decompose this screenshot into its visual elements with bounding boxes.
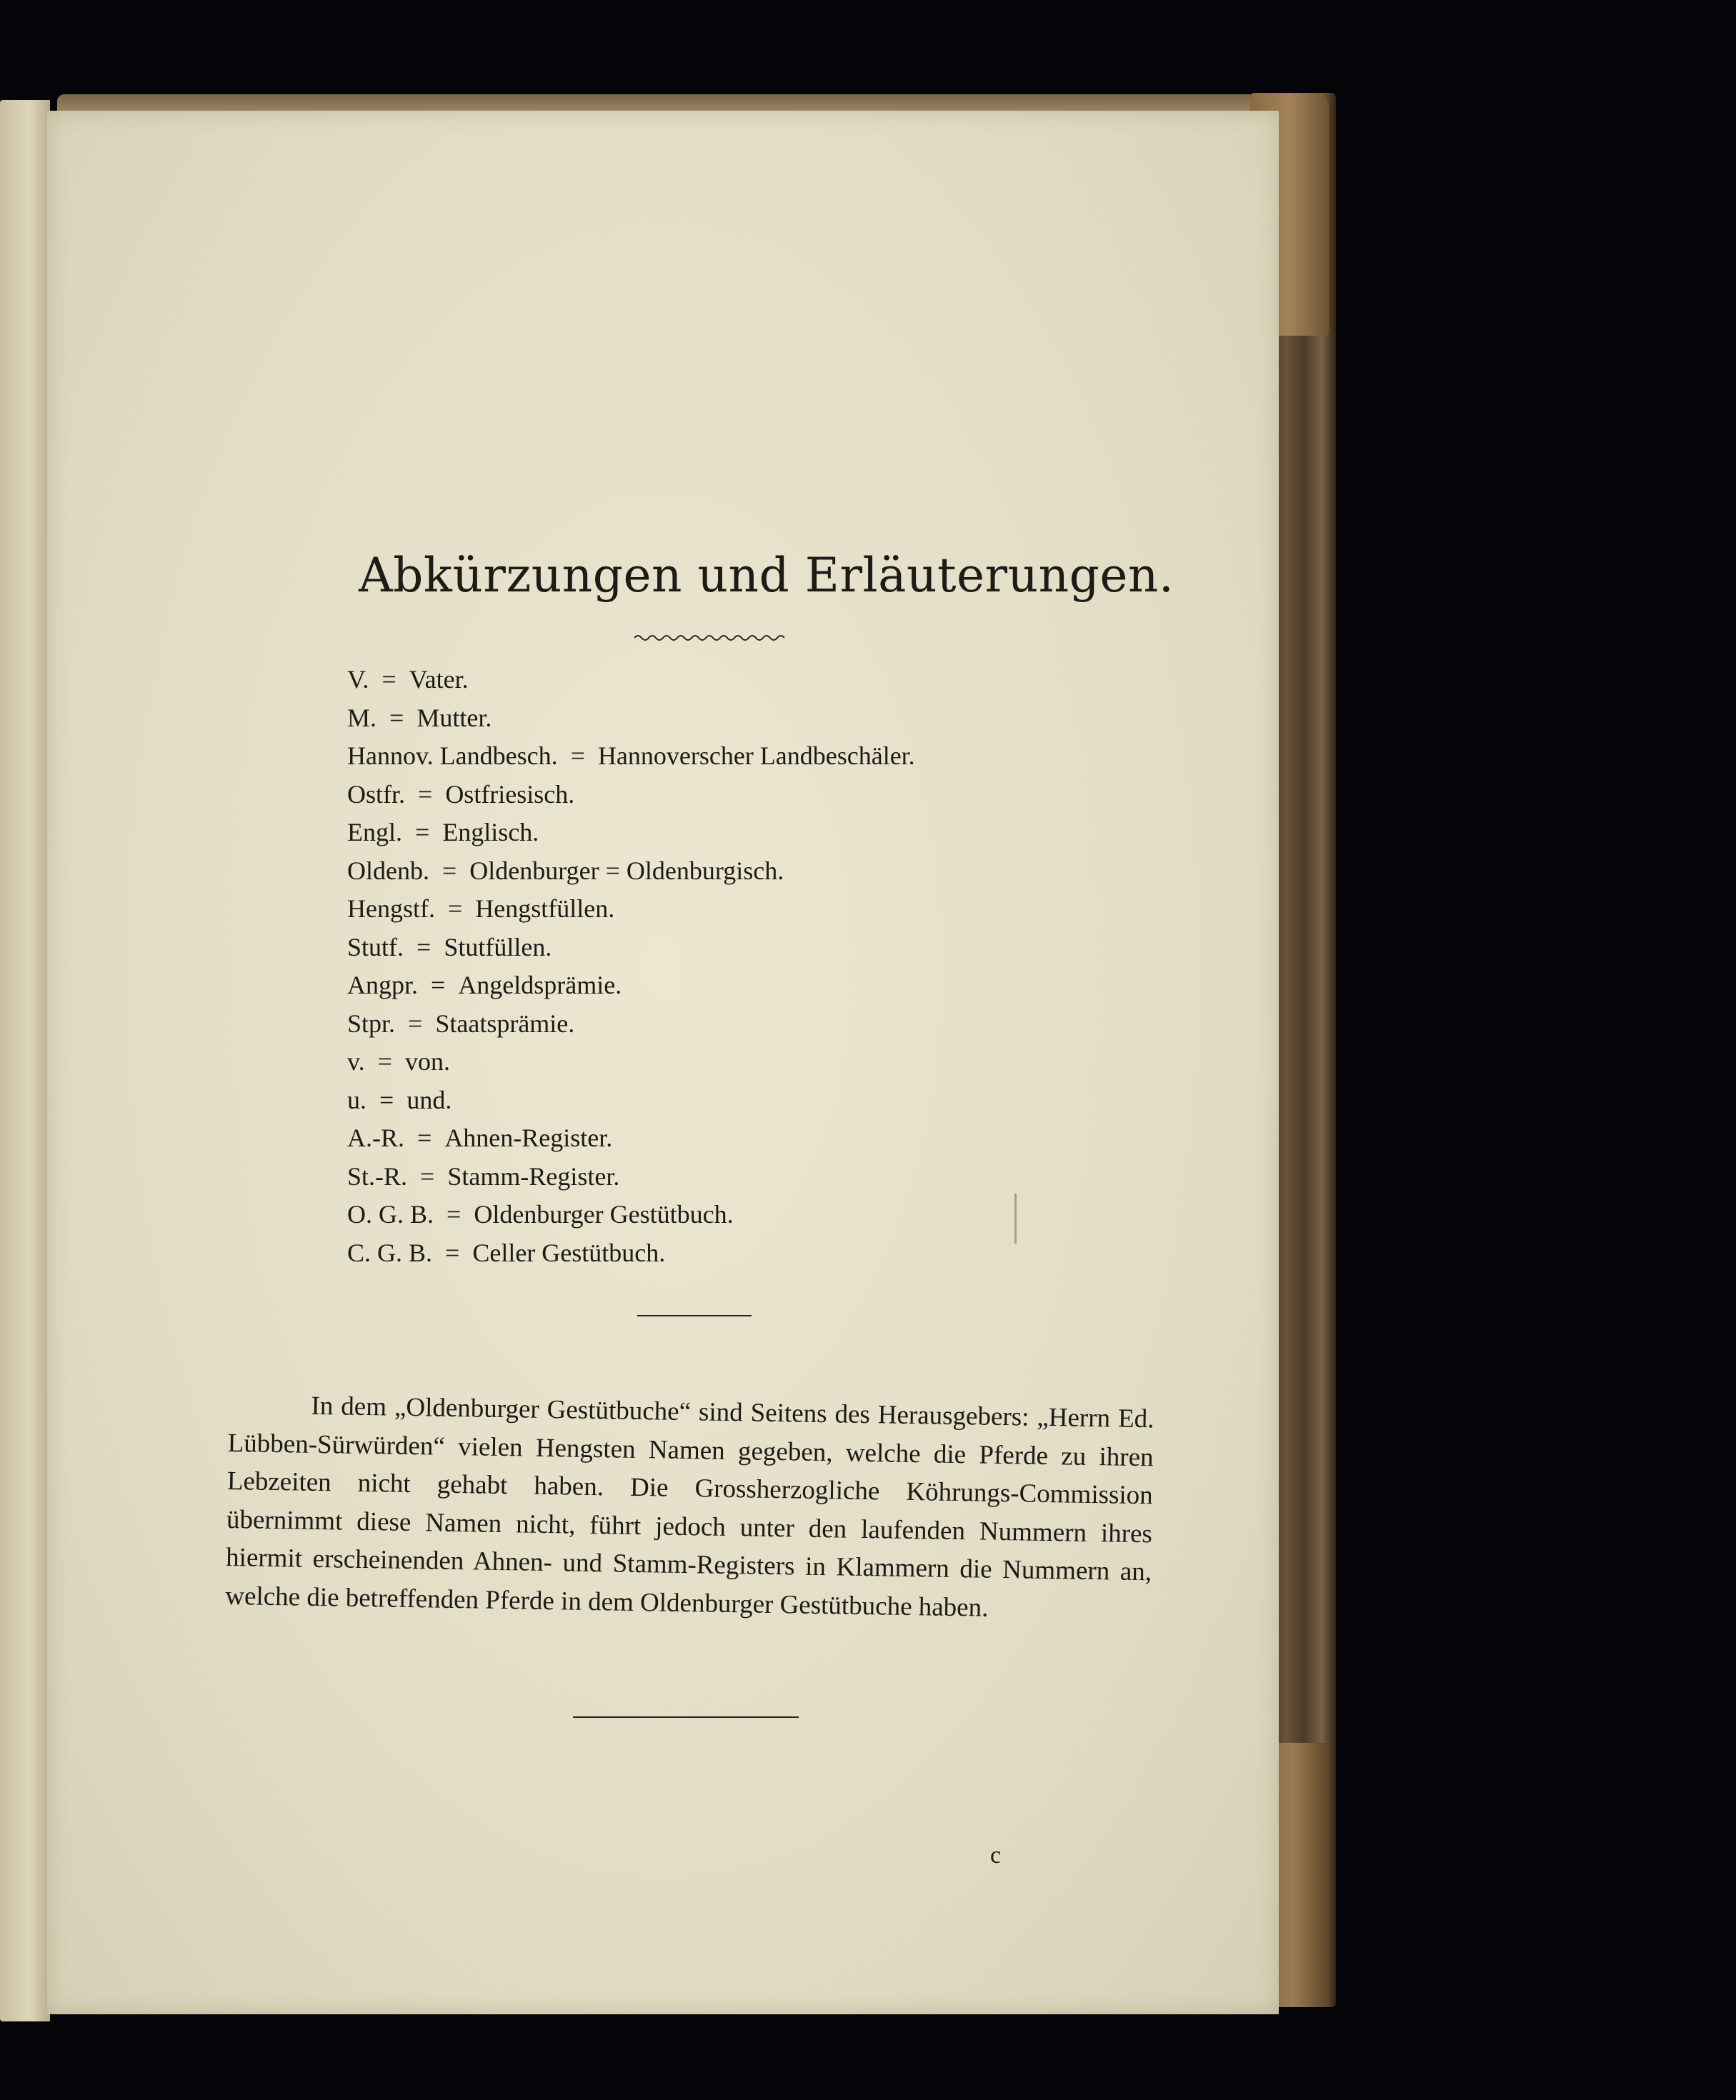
abbreviation: v. (347, 1047, 365, 1076)
abbreviation: Angpr. (347, 971, 418, 999)
meaning: Mutter. (416, 703, 492, 732)
wavy-divider (634, 631, 784, 645)
abbreviation: Oldenb. (347, 856, 429, 885)
meaning: Ostfriesisch. (445, 779, 575, 809)
equals-sign: = (416, 932, 431, 961)
abbreviation-entry (347, 661, 915, 699)
abbreviation: V. (347, 665, 369, 694)
meaning: Englisch. (442, 818, 539, 846)
meaning: von. (404, 1047, 450, 1076)
pencil-mark (1014, 1194, 1017, 1244)
abbreviation: St.-R. (347, 1161, 408, 1191)
abbreviation-entry (347, 776, 915, 814)
book-page (47, 111, 1279, 2014)
equals-sign: = (417, 1124, 432, 1152)
abbreviation: Stutf. (347, 932, 404, 961)
equals-sign: = (447, 1200, 462, 1229)
equals-sign: = (381, 665, 396, 694)
page-title: Abkürzungen und Erläuterungen. (359, 548, 1174, 603)
abbreviation-entry (347, 1234, 915, 1273)
abbreviation-entry (347, 966, 915, 1005)
abbreviation: Hannov. Landbesch. (347, 741, 558, 770)
abbreviation-entry (347, 699, 915, 738)
meaning: Staatsprämie. (435, 1009, 575, 1038)
abbreviation-entry (347, 852, 915, 891)
signature-mark: c (990, 1842, 1002, 1869)
abbreviation-entry (347, 1081, 915, 1120)
abbreviation: u. (347, 1085, 366, 1114)
abbreviation-entry (347, 814, 915, 852)
equals-sign: = (447, 894, 463, 923)
equals-sign: = (431, 971, 446, 999)
abbreviation-entry (347, 1196, 915, 1234)
abbreviation-entry (347, 737, 915, 776)
meaning: Stamm-Register. (447, 1161, 620, 1191)
left-page-edge (0, 100, 50, 2021)
abbreviation-entry (347, 890, 915, 929)
meaning: Celler Gestütbuch. (472, 1238, 666, 1267)
equals-sign: = (418, 779, 433, 809)
abbreviation: M. (347, 703, 377, 732)
abbreviation: Stpr. (347, 1009, 396, 1038)
equals-sign: = (415, 818, 430, 846)
meaning: und. (406, 1085, 452, 1114)
abbreviation-entry (347, 1005, 915, 1044)
equals-sign: = (408, 1009, 423, 1038)
meaning: Hannoverscher Landbeschäler. (597, 741, 915, 770)
equals-sign: = (389, 703, 404, 732)
equals-sign: = (570, 741, 585, 770)
section-divider (637, 1315, 752, 1316)
meaning: Vater. (409, 665, 469, 694)
meaning: Ahnen-Register. (444, 1124, 613, 1152)
equals-sign: = (442, 856, 457, 885)
end-divider (573, 1716, 799, 1718)
meaning: Stutfüllen. (444, 932, 552, 961)
meaning: Oldenburger = Oldenburgisch. (469, 856, 784, 885)
abbreviation: Engl. (347, 818, 402, 846)
abbreviation: Hengstf. (347, 894, 435, 923)
explanatory-paragraph: In dem „Oldenburger Gestütbuche“ sind Seitens des Herausgebers: „Herrn Ed. Lübben-Sürwürden“ vielen Hengsten Namen gegeben, welche die Pferde zu ihren Lebzeiten nicht gehabt haben. Die Grossherzogliche Köhrungs-Commission übernimmt diese Namen nicht, führt jedoch unter den laufenden Nummern ihres hiermit erscheinenden Ahnen- und Stamm-Registers in Klammern die Nummern an, welche die betreffenden Pferde in dem Oldenburger Gestütbuche haben. (225, 1391, 1154, 1623)
abbreviation-entry (347, 1043, 915, 1081)
equals-sign: = (377, 1047, 392, 1076)
meaning: Angeldsprämie. (458, 971, 622, 999)
abbreviation-entry (347, 1119, 915, 1158)
equals-sign: = (379, 1085, 394, 1114)
abbreviation-entry (347, 929, 915, 967)
abbreviation: Ostfr. (347, 779, 405, 809)
abbreviation-list (347, 661, 915, 1272)
equals-sign: = (420, 1161, 435, 1191)
meaning: Oldenburger Gestütbuch. (474, 1200, 734, 1229)
abbreviation: A.-R. (347, 1124, 404, 1152)
abbreviation-entry (347, 1158, 915, 1196)
equals-sign: = (445, 1238, 460, 1267)
abbreviation: C. G. B. (347, 1238, 433, 1267)
meaning: Hengstfüllen. (475, 894, 615, 923)
abbreviation: O. G. B. (347, 1200, 434, 1229)
